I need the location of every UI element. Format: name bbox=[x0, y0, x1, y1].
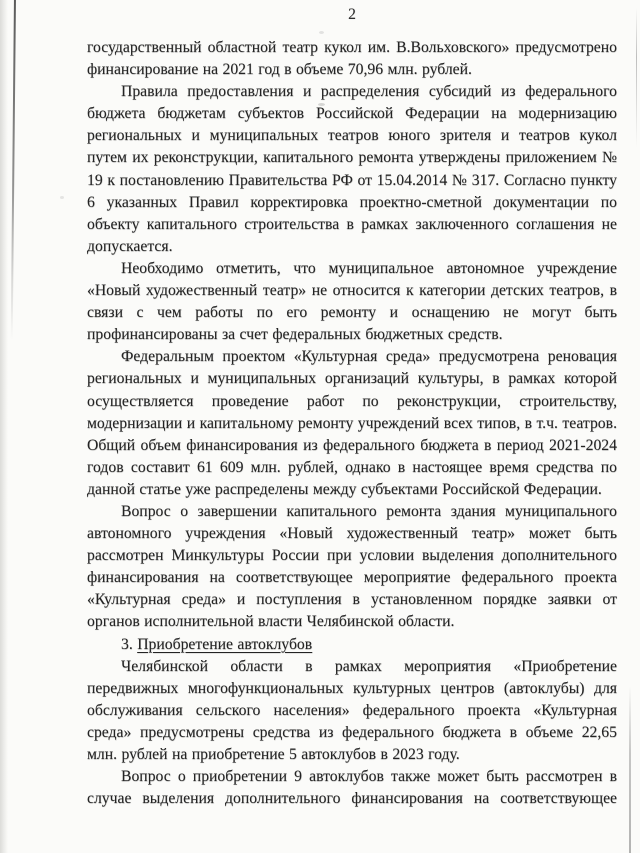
scan-left-edge bbox=[0, 0, 8, 853]
scan-right-line-top bbox=[636, 8, 637, 148]
scan-right-line-bottom bbox=[629, 686, 631, 853]
section-heading bbox=[87, 634, 617, 656]
document-body bbox=[87, 37, 617, 810]
scan-fold-line bbox=[11, 0, 16, 340]
section-heading-number: 3. bbox=[121, 635, 138, 653]
body-paragraph-continuation: государственный областной театр кукол им. В.Вольховского» предусмотрено финансирование на 2021 год в объеме 70,96 млн. рублей. bbox=[87, 39, 617, 79]
body-paragraph: Федеральным проектом «Культурная среда» предусмотрена реновация региональных и муниципальных организаций культуры, в рамках которой осуществляется проведение работ по реконструкции, строительству, модернизации и капитальному ремонту учреждений всех типов, в т.ч. театров. Общий объем финансирования из федерального бюджета в период 2021-2024 годов составит 61 609 млн. рублей, однако в настоящее время средства по данной статье уже распределены между субъектами Российской Федерации. bbox=[87, 348, 617, 498]
scan-speck bbox=[60, 196, 64, 199]
section-heading-title: Приобретение автоклубов bbox=[137, 635, 313, 653]
body-paragraph: Челябинской области в рамках мероприятия «Приобретение передвижных многофункциональных культурных центров (автоклубы) для обслуживания сельского населения» федерального проекта «Культурная среда» предусмотрены средства из федерального бюджета в объеме 22,65 млн. рублей на приобретение 5 автоклубов в 2023 году. bbox=[87, 657, 617, 763]
body-paragraph: Правила предоставления и распределения субсидий из федерального бюджета бюджетам субъектов Российской Федерации на модернизацию региональных и муниципальных театров юного зрителя и театров кукол путем их реконструкции, капитального ремонта утверждены приложением № 19 к постановлению Правительства РФ от 15.04.2014 № 317. Согласно пункту 6 указанных Правил корректировка проектно-сметной документации по объекту капитального строительства в рамках заключенного соглашения не допускается. bbox=[87, 83, 617, 255]
scan-speck bbox=[319, 31, 324, 34]
body-paragraph-continued: Вопрос о приобретении 9 автоклубов также может быть рассмотрен в случае выделения дополнительного финансирования на соответствующее bbox=[87, 768, 617, 808]
body-paragraph: Необходимо отметить, что муниципальное автономное учреждение «Новый художественный театр» не относится к категории детских театров, в связи с чем работы по его ремонту и оснащению не могут быть профинансированы за счет федеральных бюджетных средств. bbox=[87, 259, 617, 344]
page-number: 2 bbox=[348, 6, 356, 23]
body-paragraph: Вопрос о завершении капитального ремонта здания муниципального автономного учреждения «Новый художественный театр» может быть рассмотрен Минкультуры России при условии выделения дополнительного финансирования на соответствующее мероприятие федерального проекта «Культурная среда» и поступления в установленном порядке заявки от органов исполнительной власти Челябинской области. bbox=[87, 502, 617, 631]
